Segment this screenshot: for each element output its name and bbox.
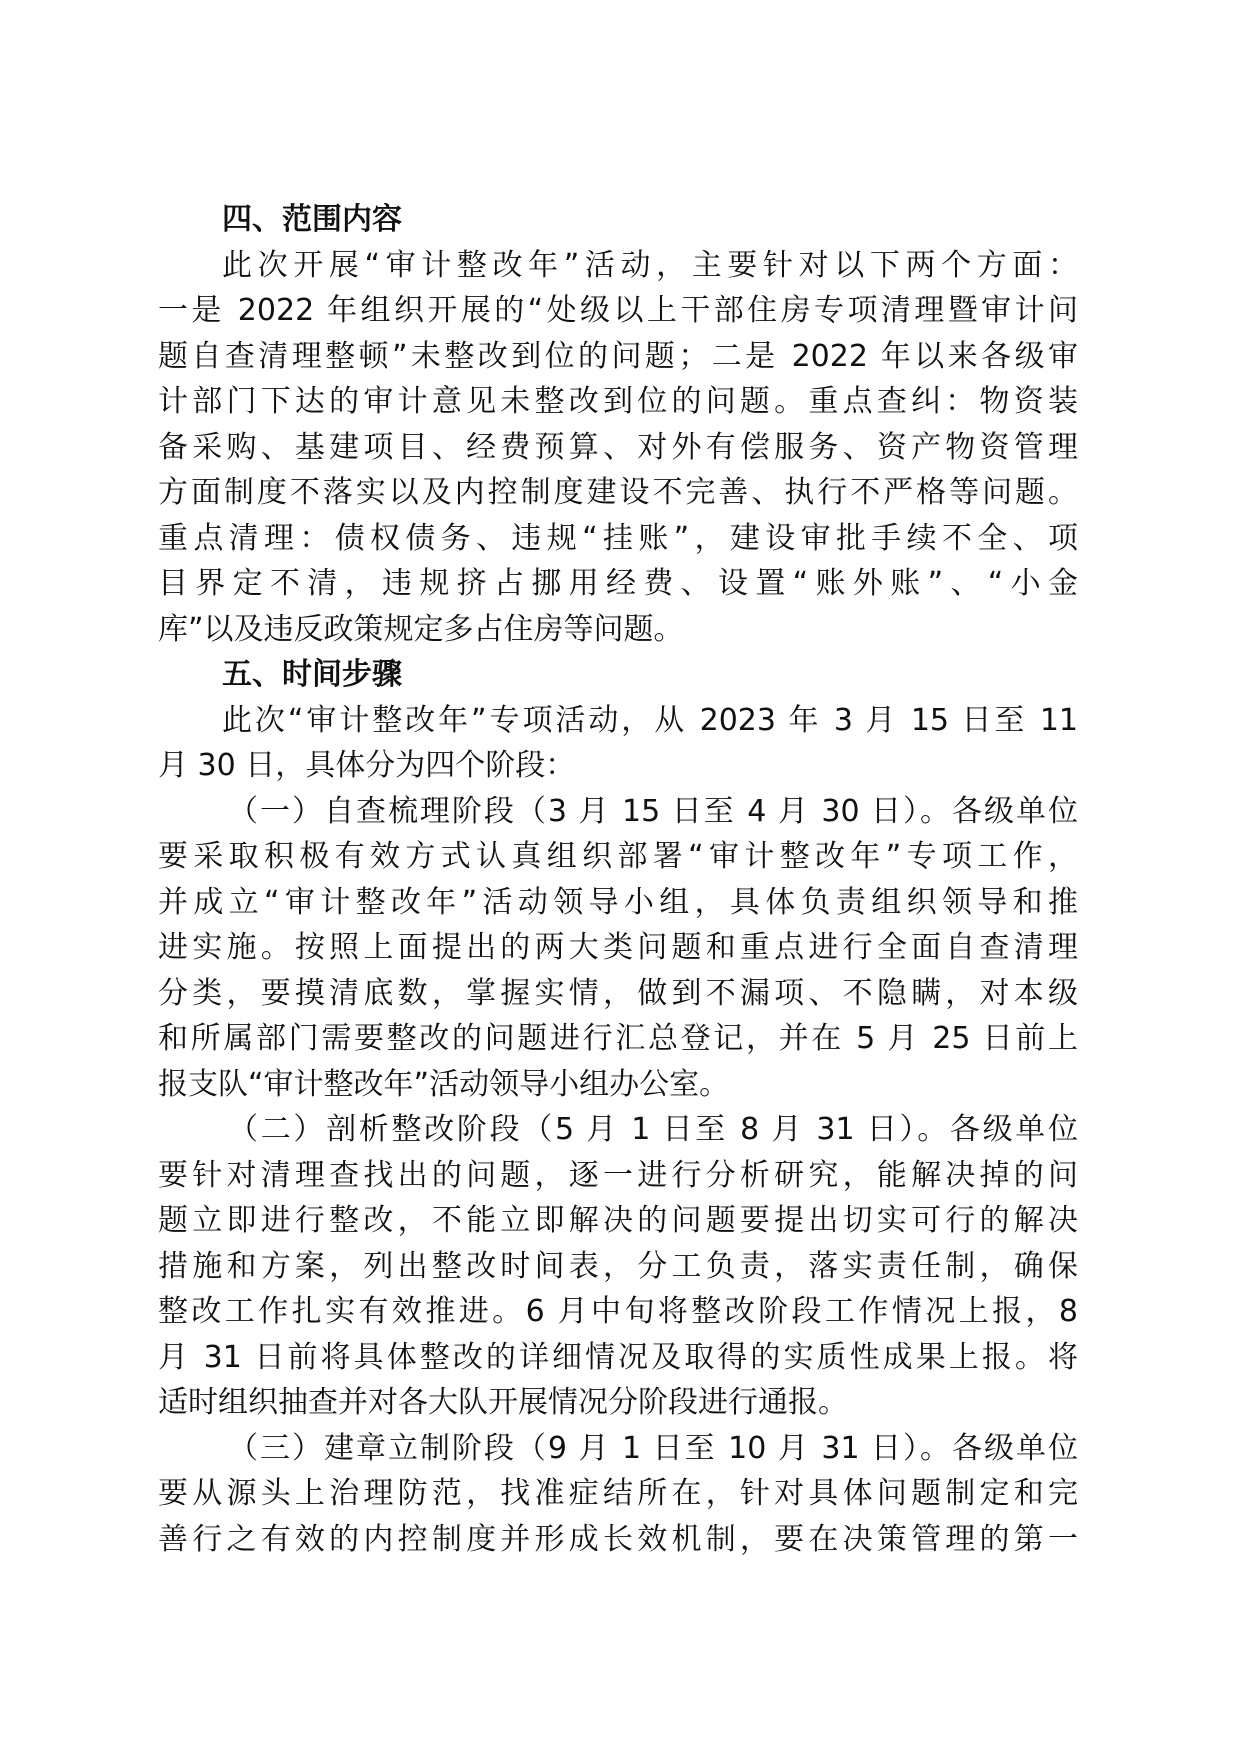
paragraph-line: 一是 2022 年组织开展的“处级以上干部住房专项清理暨审计问 [158, 293, 1078, 328]
paragraph-line: 库”以及违反政策规定多占住房等问题。 [158, 611, 684, 647]
paragraph-line: 和所属部门需要整改的问题进行汇总登记，并在 5 月 25 日前上 [158, 1021, 1078, 1056]
paragraph-line: 月 31 日前将具体整改的详细情况及取得的实质性成果上报。将 [158, 1339, 1078, 1375]
paragraph-line: 要从源头上治理防范，找准症结所在，针对具体问题制定和完 [158, 1476, 1078, 1511]
stage-3-title-line: （三）建章立制阶段（9 月 1 日至 10 月 31 日）。各级单位 [228, 1430, 1078, 1466]
document-body [158, 197, 1078, 1562]
paragraph-line: 题自查清理整顿”未整改到位的问题；二是 2022 年以来各级审 [158, 338, 1078, 374]
paragraph-line: 适时组织抽查并对各大队开展情况分阶段进行通报。 [158, 1385, 848, 1420]
paragraph-line: 分类，要摸清底数，掌握实情，做到不漏项、不隐瞒，对本级 [158, 975, 1078, 1011]
paragraph-line: 重点清理：债权债务、违规“挂账”，建设审批手续不全、项 [158, 520, 1078, 556]
paragraph-line: 报支队“审计整改年”活动领导小组办公室。 [158, 1066, 730, 1102]
paragraph-line: 整改工作扎实有效推进。6 月中旬将整改阶段工作情况上报，8 [158, 1294, 1078, 1329]
paragraph-line: 并成立“审计整改年”活动领导小组，具体负责组织领导和推 [158, 884, 1078, 920]
stage-2-title-line: （二）剖析整改阶段（5 月 1 日至 8 月 31 日）。各级单位 [228, 1112, 1078, 1147]
section-heading-schedule: 五、时间步骤 [222, 657, 402, 692]
paragraph-line: 计部门下达的审计意见未整改到位的问题。重点查纠：物资装 [158, 384, 1078, 419]
paragraph-line: 方面制度不落实以及内控制度建设不完善、执行不严格等问题。 [158, 475, 1078, 510]
paragraph-line: 善行之有效的内控制度并形成长效机制，要在决策管理的第一 [158, 1521, 1078, 1557]
paragraph-line: 进实施。按照上面提出的两大类问题和重点进行全面自查清理 [158, 930, 1078, 965]
paragraph-line: 措施和方案，列出整改时间表，分工负责，落实责任制，确保 [158, 1248, 1078, 1284]
section-heading-scope: 四、范围内容 [222, 202, 402, 237]
paragraph-line: 月 30 日，具体分为四个阶段： [158, 748, 576, 783]
stage-1-title-line: （一）自查梳理阶段（3 月 15 日至 4 月 30 日）。各级单位 [228, 793, 1078, 829]
paragraph-line: 目界定不清，违规挤占挪用经费、设置“账外账”、“小金 [158, 566, 1078, 601]
paragraph-line: 要针对清理查找出的问题，逐一进行分析研究，能解决掉的问 [158, 1157, 1078, 1193]
paragraph-line: 备采购、基建项目、经费预算、对外有偿服务、资产物资管理 [158, 429, 1078, 465]
paragraph-line: 要采取积极有效方式认真组织部署“审计整改年”专项工作， [158, 839, 1078, 874]
paragraph-line: 此次开展“审计整改年”活动，主要针对以下两个方面： [222, 247, 1078, 283]
paragraph-line: 此次“审计整改年”专项活动，从 2023 年 3 月 15 日至 11 [222, 702, 1078, 738]
paragraph-line: 题立即进行整改，不能立即解决的问题要提出切实可行的解决 [158, 1203, 1078, 1238]
